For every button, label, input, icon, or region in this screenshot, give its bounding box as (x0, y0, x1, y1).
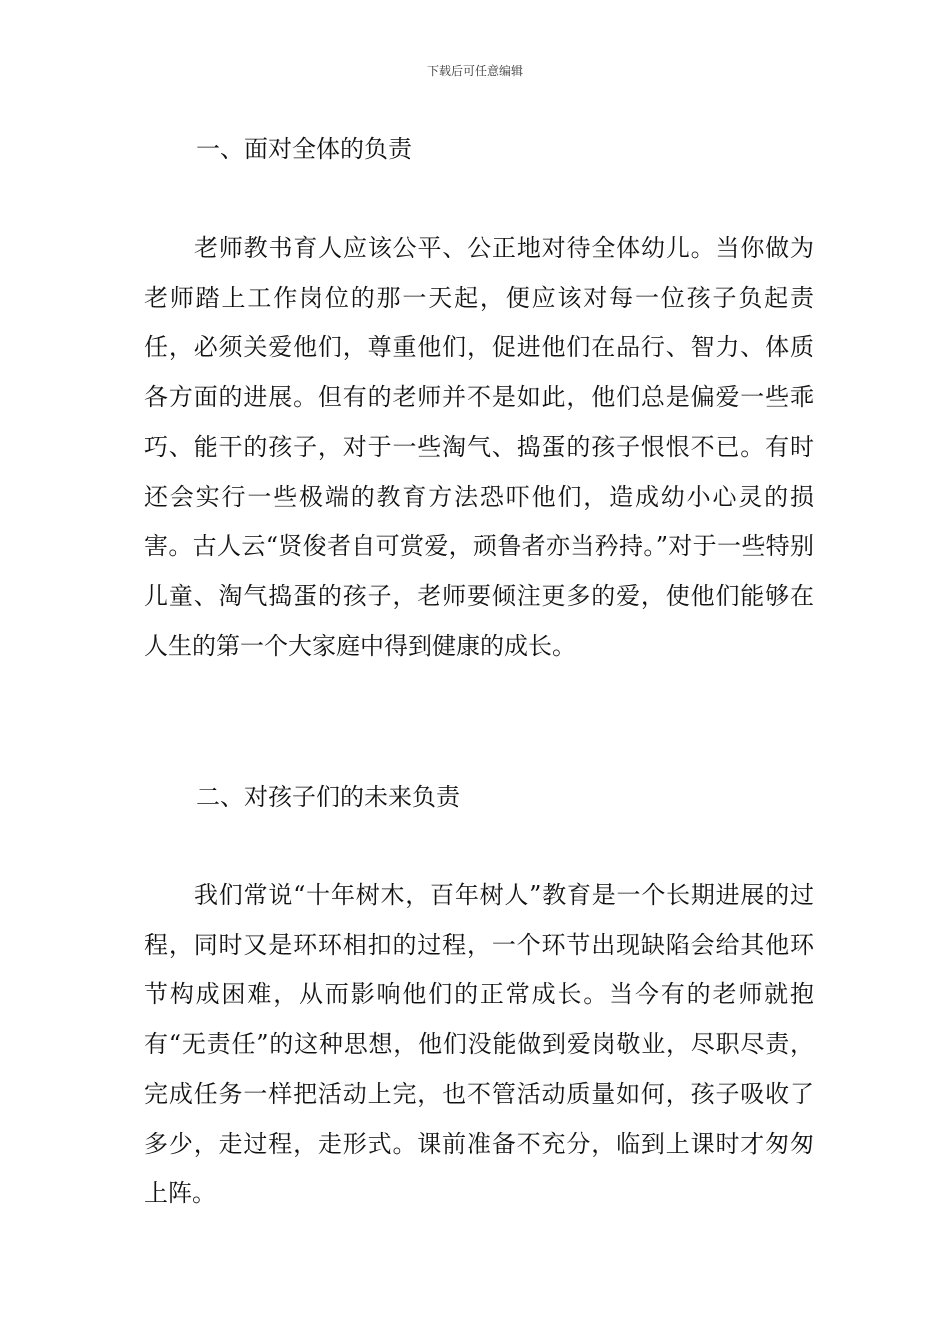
section-paragraph-2: 我们常说“十年树木，百年树人”教育是一个长期进展的过程，同时又是环环相扣的过程，一个环节出现缺陷会给其他环节构成困难，从而影响他们的正常成长。当今有的老师就抱有“无责任”的这种思想，他们没能做到爱岗敬业，尽职尽责，完成任务一样把活动上完，也不管活动质量如何，孩子吸收了多少，走过程，走形式。课前准备不充分，临到上课时才匆匆上阵。 (144, 881, 814, 1208)
section-heading-1: 一、面对全体的负责 (196, 135, 412, 163)
section-heading-2: 二、对孩子们的未来负责 (196, 783, 460, 811)
page-header: 下载后可任意编辑 (426, 64, 523, 78)
section-paragraph-1: 老师教书育人应该公平、公正地对待全体幼儿。当你做为老师踏上工作岗位的那一天起，便应该对每一位孩子负起责任，必须关爱他们，尊重他们，促进他们在品行、智力、体质各方面的进展。但有的老师并不是如此，他们总是偏爱一些乖巧、能干的孩子，对于一些淘气、捣蛋的孩子恨恨不已。有时还会实行一些极端的教育方法恐吓他们，造成幼小心灵的损害。古人云“贤俊者自可赏爱，顽鲁者亦当矜持。”对于一些特别儿童、淘气捣蛋的孩子，老师要倾注更多的爱，使他们能够在人生的第一个大家庭中得到健康的成长。 (144, 234, 814, 660)
